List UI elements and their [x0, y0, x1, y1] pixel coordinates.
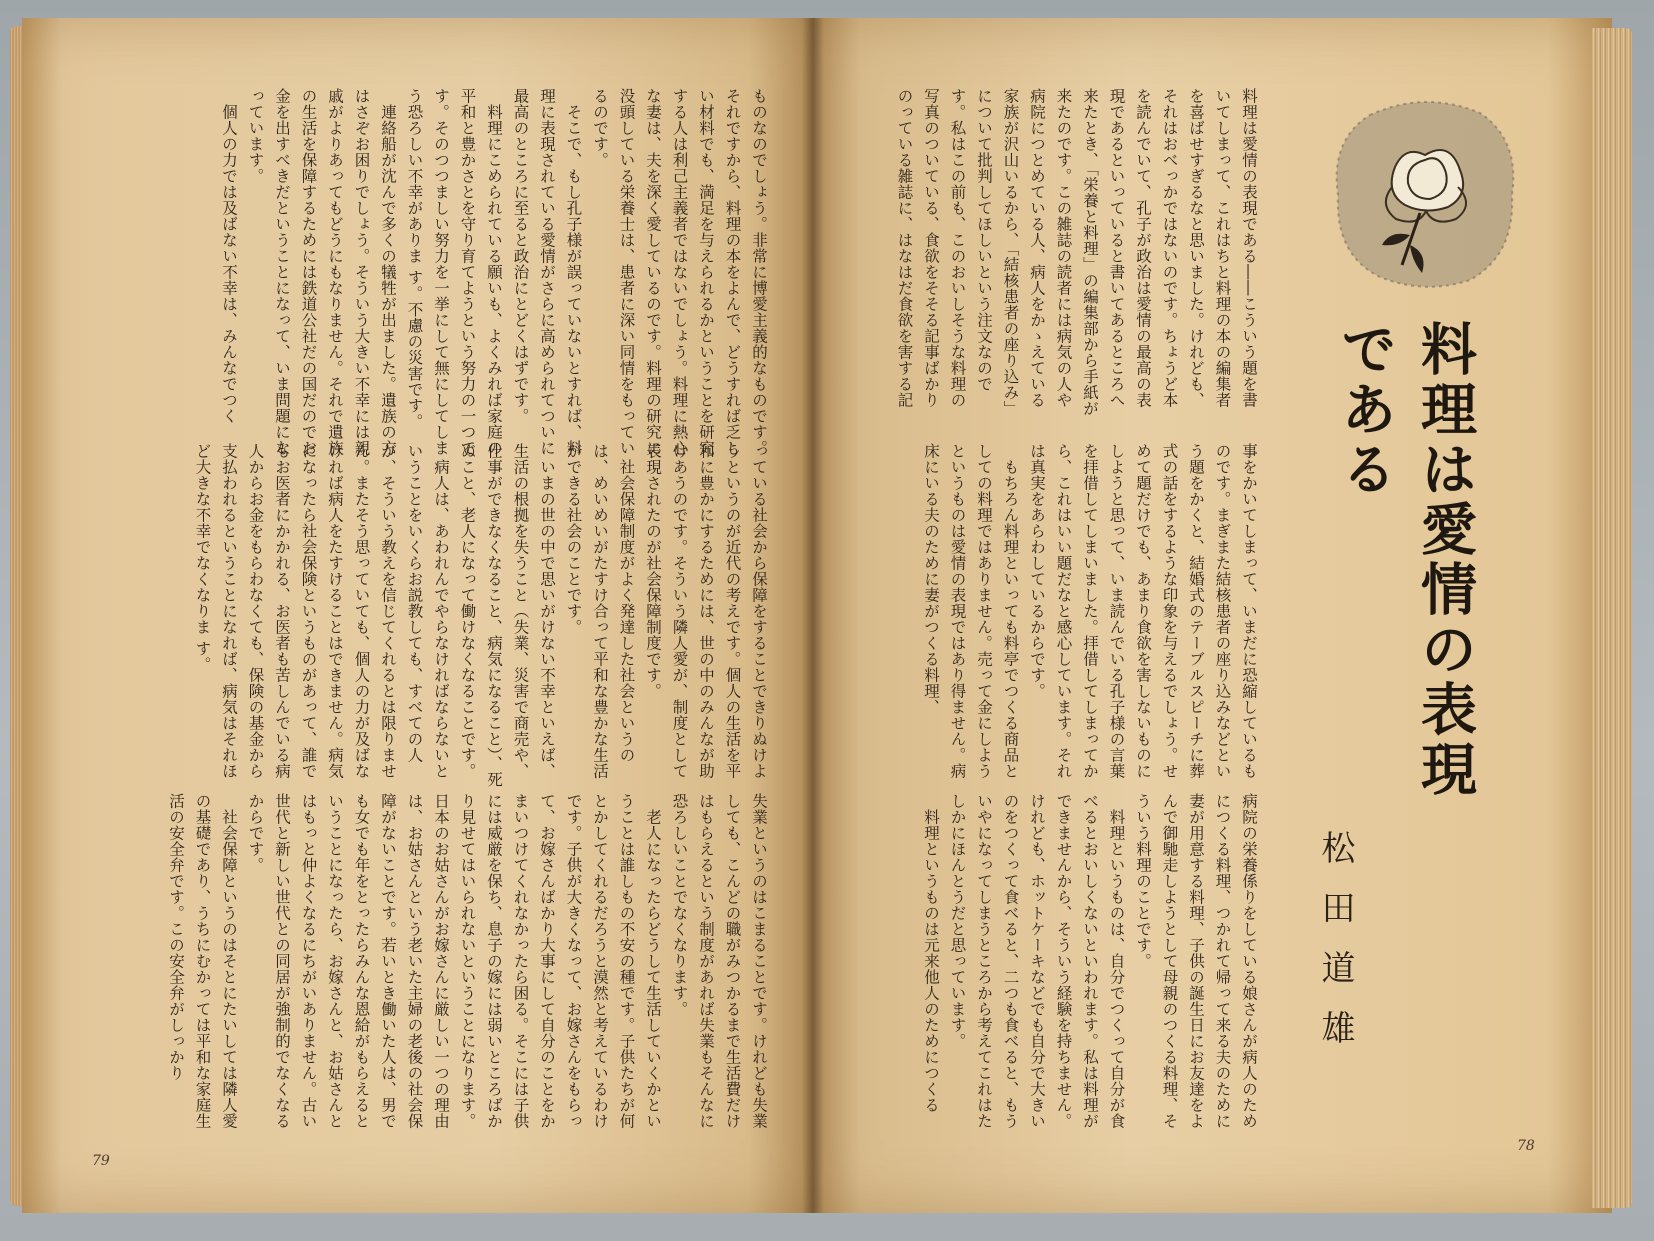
left-page [22, 18, 812, 1213]
left-lower-text: 失業というのはこまることです。けれども失業しても、こんどの職がみつかるまで生活費だけはもらえるという制度があれば失業もそんなに恐ろしいことでなくなります。 老人になったらどうして生活していくかということは誰しもの不安の種です。子供たちが何とかしてくれるだろうと漠然と考えているわけです。子供が大きくなって、お嫁さんをもらって、お嫁さんばかり大事にして自分のことをかまいつけてくれなかったら困る。そこには子供には威厳を保ち、息子の嫁には弱いところばかり見せてはいられないということになります。日本のお姑さんがお嫁さんに厳しい一つの理由は、お姑さんという老いた主婦の老後の社会保障がないことです。若いとき働いた人は、男でも女でも年をとったらみんな恩給がもらえるということになったら、お嫁さんと、お姑さんとはもっと仲よくなるにちがいありません。古い世代と新しい世代との同居が強制的でなくなるからです。 社会保障というのはそとにたいしては隣人愛の基礎であり、うちにむかっては平和な家庭生活の安全弁です。この安全弁がしっかり [167, 793, 768, 1129]
right-lower-text: 病院の栄養係りをしている娘さんが病人のためにつくる料理、つかれて帰って来る夫のために妻が用意する料理、子供の誕生日にお友達をよんで御馳走しようとして母親のつくる料理、そういう料理のことです。 料理というものは、自分でつくって自分が食べるとおいしくないといわれます。私は料理ができませんから、そういう経験を持ちません。けれども、ホットケーキなどでも自分で大きいのをつくって食べると、二つも食べると、もういやになってしまうところから考えてこれはたしかにほんとうだと思っています。 料理というものは元来他人のためにつくる [922, 793, 1258, 1129]
page-number-right: 78 [1517, 1138, 1535, 1154]
right-upper-text: 料理は愛情の表現である――こういう題を書いてしまって、これはちと料理の本の編集者を喜ばせすぎるなと思いました。けれども、それはおべっかではないのです。ちょうど本を読んでいて、孔子が政治は愛情の最高の表現であるといっていると書いてあるところへ来たとき、「栄養と料理」の編集部から手紙が来たのです。この雑誌の読者には病気の人や病院につとめている人、病人をかゝえている家族が沢山いるから、「結核患者の座り込み」について批判してほしいという注文なのです。私はこの前も、このおいしそうな料理の写真のついている、食欲をそそる記事ばかりのっている雑誌に、はなはだ食欲を害する記 [895, 88, 1258, 417]
right-page-edges [1592, 28, 1632, 1208]
page-number-left: 79 [92, 1153, 110, 1169]
flower-stamp-icon [1330, 95, 1520, 290]
left-upper-text: ものなのでしょう。非常に博愛主義的なものです。それですから、料理の本をよんで、どうすれば乏しい材料でも、満足を与えられるかということを研究する人は利己主義者ではないでしょう。料理に熱心な妻は、夫を深く愛しているのです。料理の研究に没頭している栄養士は、患者に深い同情をもっているのです。 そこで、もし孔子様が誤っていないとすれば、料理に表現されている愛情がさらに高められてついに最高のところに至ると政治にとどくはずです。 料理にこめられている願いも、よくみれば家庭の平和と豊かさとを守り育てようという努力の一つです。そのつつましい努力を一挙にして無にしてしまう恐ろしい不幸がありま す。不慮の災害です。 連絡船が沈んで多くの犠牲が出ました。遺族の方はさぞお困りでしょう。そういう大きい不幸には親戚がよりあってもどうにもなりません。それで遺族の生活を保障するためには鉄道公社だの国だのでお金を出すべきだということになって、いま問題になっています。 個人の力では及ばない不幸は、みんなでつく [220, 88, 768, 456]
article-author: 松田道雄 [1315, 830, 1355, 1070]
book-gutter [802, 18, 824, 1213]
article-title: 料理は愛情の表現である [1332, 320, 1478, 800]
right-middle-text: 事をかいてしまって、いまだに恐縮しているものです。まぎまた結核患者の座り込みなどという題をかくと、結婚式のテーブルスピーチに葬式の話をするような印象を与えるでしょう。せめて題だけでも、あまり食欲を害しないものにしようと思って、いま読んでいる孔子様の言葉を拝借してしまいました。拝借してしまってから、これはいい題だなと感心しています。それは真実をあらわしているからです。 もちろん料理といっても料亭でつくる商品としての料理ではありません。売って金にしようというものは愛情の表現ではあり得ません。病床にいる夫のために妻がつくる料理、 [922, 443, 1258, 779]
left-middle-text: っている社会から保障をすることできりぬけようというのが近代の考えです。個人の生活を平和に豊かにするためには、世の中のみんなが助けあうのです。そういう隣人愛が、制度として表現されたのが社会保障制度です。 社会保障制度がよく発達した社会というのは、めいめいがたすけ合って平和な豊かな生活ができる社会のことです。 いまの世の中で思いがけない不幸といえば、生活の根拠を失うこと（失業、災害で商売や、仕事ができなくなること、病気になること）、死ぬこと、老人になって働けなくなることです。 病人は、あわれんでやらなければならないということをいくらお説教しても、すべての人が、そういう教えを信じてくれるとは限りません。またそう思っていても、個人の力が及ばなければ病人をたすけることはできません。病気になったら社会保険というものがあって、誰でもお医者にかかれる、お医者も苦しんでいる病人からお金をもらわなくても、保険の基金から支払われるということになれば、病気はそれほど大きな不幸でなくなりま す。 [193, 443, 768, 788]
